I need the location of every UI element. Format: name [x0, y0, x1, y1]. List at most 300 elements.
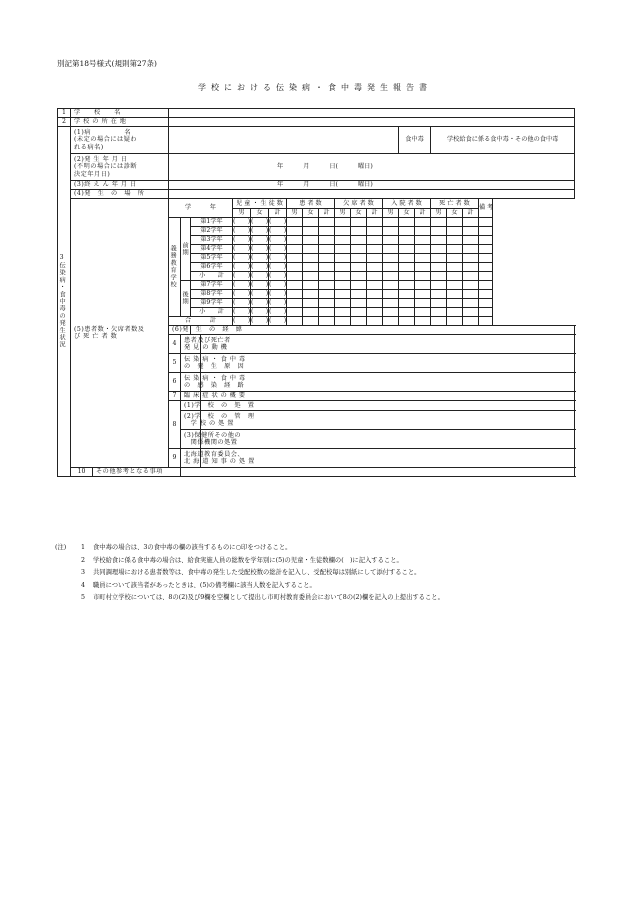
count-cell[interactable]	[319, 281, 335, 290]
school-name-label: 学 校 名	[71, 109, 169, 118]
student-count-cell[interactable]: ( )	[269, 281, 287, 289]
count-cell[interactable]	[287, 272, 303, 281]
route-label-line: の 感 染 経 路	[184, 382, 245, 389]
discovery-label-line: 発 見 の 動 機	[184, 344, 228, 351]
count-cell[interactable]	[383, 281, 399, 290]
count-cell[interactable]	[319, 317, 335, 326]
count-cell[interactable]	[287, 281, 303, 290]
count-cell[interactable]	[287, 218, 303, 227]
count-cell[interactable]	[431, 227, 447, 236]
remarks-cell[interactable]	[479, 236, 493, 245]
count-cell[interactable]	[335, 290, 351, 299]
student-count-cell[interactable]: ( )	[233, 272, 251, 280]
onset-label-line: (2)発 生 年 月 日	[74, 156, 128, 164]
count-cell[interactable]	[319, 236, 335, 245]
count-cell[interactable]	[335, 263, 351, 272]
student-count-cell[interactable]: ( )	[233, 227, 251, 235]
remarks-cell[interactable]	[479, 254, 493, 263]
count-cell[interactable]	[415, 236, 431, 245]
remarks-cell[interactable]	[479, 299, 493, 308]
count-cell[interactable]	[399, 281, 415, 290]
disease-label-line: れる病名)	[74, 143, 104, 151]
count-cell[interactable]	[447, 245, 463, 254]
count-cell[interactable]	[287, 263, 303, 272]
discovery-motive-field[interactable]	[201, 335, 575, 354]
count-cell[interactable]	[447, 281, 463, 290]
patients-header: 患 者 数	[287, 199, 335, 209]
count-cell[interactable]	[351, 227, 367, 236]
count-cell[interactable]	[399, 236, 415, 245]
student-count-cell[interactable]: ( )	[233, 281, 251, 289]
count-cell[interactable]	[399, 263, 415, 272]
patients-label-line: び 死 亡 者 数	[74, 333, 118, 340]
weekday-label: 曜日)	[357, 163, 373, 171]
count-cell[interactable]	[287, 317, 303, 326]
count-cell[interactable]	[287, 290, 303, 299]
row-number: 9	[169, 449, 181, 468]
count-cell[interactable]	[463, 245, 479, 254]
deaths-header: 死 亡 者 数	[431, 199, 479, 209]
student-count-cell[interactable]: ( )	[233, 299, 251, 307]
student-count-cell[interactable]: ( )	[269, 317, 287, 325]
count-cell[interactable]	[399, 254, 415, 263]
count-cell[interactable]	[335, 308, 351, 317]
discovery-motive-label	[181, 335, 231, 354]
grade-label: 第4学年	[191, 245, 233, 254]
count-cell[interactable]	[463, 317, 479, 326]
count-cell[interactable]	[431, 218, 447, 227]
count-cell[interactable]	[367, 227, 383, 236]
sub-header-female: 女	[447, 209, 463, 218]
student-count-cell[interactable]: ( )	[269, 218, 287, 226]
sub-header-male: 男	[233, 209, 251, 218]
count-cell[interactable]	[367, 218, 383, 227]
cause-field[interactable]	[201, 354, 575, 373]
student-count-cell[interactable]: ( )	[251, 227, 269, 235]
count-cell[interactable]	[463, 236, 479, 245]
document-title: 学校における伝染病・食中毒発生報告書	[198, 83, 432, 92]
disease-label-line: (1)病 名	[74, 129, 132, 137]
student-count-cell[interactable]: ( )	[233, 308, 251, 316]
count-cell[interactable]	[351, 308, 367, 317]
row-number: 7	[169, 392, 181, 401]
row-number: 10	[71, 468, 93, 477]
cause-label	[181, 354, 246, 373]
count-cell[interactable]	[383, 236, 399, 245]
patients-count-label	[71, 199, 169, 468]
count-cell[interactable]	[303, 218, 319, 227]
count-cell[interactable]	[463, 254, 479, 263]
remarks-cell[interactable]	[479, 317, 493, 326]
school-address-label: 学 校 の 所 在 地	[71, 118, 169, 127]
count-cell[interactable]	[319, 263, 335, 272]
student-count-cell[interactable]: ( )	[251, 290, 269, 298]
count-cell[interactable]	[463, 299, 479, 308]
onset-label-line: (不明の場合には診断	[74, 163, 138, 171]
student-count-cell[interactable]: ( )	[233, 245, 251, 253]
day-label: 日(	[329, 163, 338, 171]
sub-header-total: 計	[415, 209, 431, 218]
grade-label: 第7学年	[191, 281, 233, 290]
note-item	[55, 542, 585, 555]
count-cell[interactable]	[319, 254, 335, 263]
month-label: 月	[303, 163, 310, 171]
count-cell[interactable]	[335, 236, 351, 245]
infection-route-label	[181, 373, 246, 392]
count-cell[interactable]	[463, 308, 479, 317]
count-cell[interactable]	[399, 299, 415, 308]
count-cell[interactable]	[351, 245, 367, 254]
row-number: 4	[169, 335, 181, 354]
count-cell[interactable]	[383, 227, 399, 236]
count-cell[interactable]	[399, 245, 415, 254]
grade-header: 学 年	[169, 199, 233, 218]
month-label: 月	[303, 181, 310, 189]
count-cell[interactable]	[367, 272, 383, 281]
count-cell[interactable]	[303, 317, 319, 326]
count-cell[interactable]	[463, 281, 479, 290]
note-item	[55, 555, 585, 568]
count-cell[interactable]	[463, 218, 479, 227]
board-action-label	[181, 449, 255, 468]
count-cell[interactable]	[367, 281, 383, 290]
count-cell[interactable]	[287, 236, 303, 245]
count-cell[interactable]	[319, 245, 335, 254]
count-cell[interactable]	[383, 218, 399, 227]
infection-route-field[interactable]	[201, 373, 575, 392]
count-cell[interactable]	[367, 290, 383, 299]
count-cell[interactable]	[447, 236, 463, 245]
count-cell[interactable]	[335, 227, 351, 236]
onset-label-line: 決定年月日)	[74, 170, 111, 178]
grade-label: 第9学年	[191, 299, 233, 308]
onset-date-label	[71, 154, 169, 181]
note-text: 職員について該当者があったときは、(5)の備考欄に該当人数を記入すること。	[93, 581, 316, 589]
count-cell[interactable]	[335, 317, 351, 326]
grade-label: 第6学年	[191, 263, 233, 272]
count-cell[interactable]	[431, 236, 447, 245]
count-cell[interactable]	[415, 281, 431, 290]
count-cell[interactable]	[447, 299, 463, 308]
student-count-cell[interactable]: ( )	[269, 236, 287, 244]
count-cell[interactable]	[431, 245, 447, 254]
student-count-cell[interactable]: ( )	[251, 263, 269, 271]
sub-header-female: 女	[251, 209, 269, 218]
count-cell[interactable]	[287, 245, 303, 254]
count-cell[interactable]	[367, 317, 383, 326]
remarks-cell[interactable]	[479, 281, 493, 290]
student-count-cell[interactable]: ( )	[251, 218, 269, 226]
count-cell[interactable]	[303, 299, 319, 308]
school-name-field[interactable]	[169, 109, 575, 118]
count-cell[interactable]	[415, 254, 431, 263]
student-count-cell[interactable]: ( )	[269, 254, 287, 262]
student-count-cell[interactable]: ( )	[251, 272, 269, 280]
admin-label-line: (2)学 校 の 管 理	[184, 412, 255, 420]
count-cell[interactable]	[399, 290, 415, 299]
count-cell[interactable]	[447, 308, 463, 317]
student-count-cell[interactable]: ( )	[233, 254, 251, 262]
count-cell[interactable]	[351, 254, 367, 263]
count-cell[interactable]	[303, 263, 319, 272]
student-count-cell[interactable]: ( )	[269, 263, 287, 271]
board-label-line: 北海道教育委員会、	[184, 450, 245, 458]
count-cell[interactable]	[335, 272, 351, 281]
health-label-line: 関係機関の処置	[184, 439, 238, 446]
symptoms-field[interactable]	[201, 392, 575, 401]
student-count-cell[interactable]: ( )	[269, 245, 287, 253]
count-cell[interactable]	[303, 254, 319, 263]
student-count-cell[interactable]: ( )	[251, 317, 269, 325]
sub-header-total: 計	[463, 209, 479, 218]
remarks-cell[interactable]	[479, 218, 493, 227]
student-count-cell[interactable]: ( )	[269, 272, 287, 280]
count-cell[interactable]	[431, 317, 447, 326]
remarks-cell[interactable]	[479, 308, 493, 317]
count-cell[interactable]	[319, 272, 335, 281]
count-cell[interactable]	[431, 299, 447, 308]
note-item	[55, 567, 585, 580]
cause-label-line: の 発 生 原 因	[184, 363, 245, 370]
end-date-field[interactable]	[169, 181, 575, 190]
count-cell[interactable]	[447, 290, 463, 299]
count-cell[interactable]	[399, 317, 415, 326]
count-cell[interactable]	[351, 272, 367, 281]
other-matters-label: その他参考となる事項	[93, 468, 181, 477]
count-cell[interactable]	[351, 281, 367, 290]
remarks-cell[interactable]	[479, 290, 493, 299]
health-center-action-field[interactable]	[201, 430, 575, 449]
note-prefix: (注)	[55, 544, 67, 551]
student-count-cell[interactable]: ( )	[233, 263, 251, 271]
end-date-label: (3)終 え ん 年 月 日	[71, 181, 169, 190]
disease-name-label	[71, 127, 169, 154]
sub-header-female: 女	[399, 209, 415, 218]
count-cell[interactable]	[447, 227, 463, 236]
count-cell[interactable]	[415, 299, 431, 308]
remarks-cell[interactable]	[479, 263, 493, 272]
count-cell[interactable]	[383, 317, 399, 326]
report-table	[57, 108, 575, 477]
food-poisoning-type[interactable]: 学校給食に係る食中毒・その他の食中毒	[431, 127, 575, 154]
route-label-line: 伝 染 病 ・ 食 中 毒	[184, 374, 246, 382]
student-count-cell[interactable]: ( )	[251, 254, 269, 262]
count-cell[interactable]	[335, 281, 351, 290]
school-action-field[interactable]	[201, 401, 575, 411]
student-count-cell[interactable]: ( )	[251, 308, 269, 316]
count-cell[interactable]	[415, 290, 431, 299]
count-cell[interactable]	[351, 317, 367, 326]
count-cell[interactable]	[415, 218, 431, 227]
count-cell[interactable]	[447, 254, 463, 263]
count-cell[interactable]	[367, 254, 383, 263]
board-action-field[interactable]	[201, 449, 575, 468]
form-number: 別記第18号様式(規則第27条)	[57, 59, 157, 68]
sub-header-total: 計	[367, 209, 383, 218]
count-cell[interactable]	[463, 272, 479, 281]
row-number: 8	[169, 401, 181, 449]
student-count-cell[interactable]: ( )	[251, 281, 269, 289]
count-cell[interactable]	[351, 290, 367, 299]
sub-header-male: 男	[335, 209, 351, 218]
student-count-cell[interactable]: ( )	[251, 236, 269, 244]
count-cell[interactable]	[431, 263, 447, 272]
count-cell[interactable]	[463, 227, 479, 236]
count-cell[interactable]	[447, 317, 463, 326]
count-cell[interactable]	[431, 272, 447, 281]
note-number: 1	[81, 544, 86, 551]
count-cell[interactable]	[399, 227, 415, 236]
row-number: 2	[58, 118, 71, 127]
count-cell[interactable]	[287, 254, 303, 263]
grand-total-label: 合 計	[169, 317, 233, 326]
row-number: 3	[58, 254, 66, 263]
count-cell[interactable]	[303, 227, 319, 236]
remarks-cell[interactable]	[479, 227, 493, 236]
count-cell[interactable]	[399, 218, 415, 227]
onset-date-field[interactable]	[169, 154, 575, 181]
count-cell[interactable]	[447, 218, 463, 227]
student-count-cell[interactable]: ( )	[269, 308, 287, 316]
subtotal-label: 小 計	[191, 308, 233, 317]
student-count-cell[interactable]: ( )	[233, 317, 251, 325]
remarks-cell[interactable]	[479, 272, 493, 281]
second-period-label	[181, 281, 191, 317]
count-cell[interactable]	[335, 245, 351, 254]
count-cell[interactable]	[415, 227, 431, 236]
health-center-action-label	[181, 430, 242, 449]
school-admin-action-field[interactable]	[201, 411, 575, 430]
note-prefix	[55, 580, 81, 593]
count-cell[interactable]	[447, 263, 463, 272]
note-prefix	[55, 567, 81, 580]
count-cell[interactable]	[335, 254, 351, 263]
count-cell[interactable]	[319, 218, 335, 227]
disease-name-field[interactable]	[169, 127, 399, 154]
student-count-cell[interactable]: ( )	[251, 299, 269, 307]
student-count-cell[interactable]: ( )	[233, 290, 251, 298]
row-number: 1	[58, 109, 71, 118]
food-poisoning-box[interactable]: 食中毒	[399, 127, 431, 154]
note-text: 市町村立学校については、8の(2)及び9欄を空欄として提出し市町村教育委員会において8の(2)欄を記入の上提出すること。	[93, 594, 444, 601]
count-cell[interactable]	[303, 290, 319, 299]
count-cell[interactable]	[351, 263, 367, 272]
count-cell[interactable]	[319, 290, 335, 299]
school-address-field[interactable]	[169, 118, 575, 127]
count-cell[interactable]	[463, 290, 479, 299]
student-count-cell[interactable]: ( )	[233, 236, 251, 244]
note-item	[55, 580, 585, 593]
note-number: 2	[81, 556, 86, 564]
count-cell[interactable]	[447, 272, 463, 281]
count-cell[interactable]	[351, 299, 367, 308]
sub-header-male: 男	[383, 209, 399, 218]
count-cell[interactable]	[415, 308, 431, 317]
count-cell[interactable]	[335, 218, 351, 227]
occurrence-place-field[interactable]	[169, 190, 575, 199]
count-cell[interactable]	[415, 263, 431, 272]
count-cell[interactable]	[319, 299, 335, 308]
count-cell[interactable]	[287, 227, 303, 236]
count-cell[interactable]	[383, 290, 399, 299]
count-cell[interactable]	[383, 254, 399, 263]
remarks-cell[interactable]	[479, 245, 493, 254]
count-cell[interactable]	[463, 263, 479, 272]
count-cell[interactable]	[303, 236, 319, 245]
occurrence-status-label: 伝染病・食中毒の発生状況	[58, 262, 66, 349]
count-cell[interactable]	[351, 218, 367, 227]
student-count-cell[interactable]: ( )	[251, 245, 269, 253]
count-cell[interactable]	[287, 299, 303, 308]
count-cell[interactable]	[431, 281, 447, 290]
second-period-text: 後期	[181, 291, 189, 306]
note-item	[55, 592, 585, 605]
sub-header-female: 女	[351, 209, 367, 218]
hospital-header: 入 院 者 数	[383, 199, 431, 209]
count-cell[interactable]	[303, 272, 319, 281]
count-cell[interactable]	[415, 317, 431, 326]
count-cell[interactable]	[383, 272, 399, 281]
count-cell[interactable]	[383, 245, 399, 254]
count-cell[interactable]	[303, 281, 319, 290]
count-cell[interactable]	[319, 308, 335, 317]
year-label: 年	[277, 163, 284, 171]
note-prefix	[55, 555, 81, 568]
count-cell[interactable]	[415, 245, 431, 254]
count-cell[interactable]	[335, 299, 351, 308]
school-action-label: (1)学 校 の 処 置	[181, 401, 201, 411]
count-cell[interactable]	[303, 308, 319, 317]
count-cell[interactable]	[399, 308, 415, 317]
symptoms-label: 臨 床 症 状 の 概 要	[181, 392, 201, 401]
note-text: 食中毒の場合は、3の食中毒の欄の該当するものに○印をつけること。	[93, 544, 292, 551]
count-cell[interactable]	[383, 299, 399, 308]
grade-label: 第3学年	[191, 236, 233, 245]
count-cell[interactable]	[431, 308, 447, 317]
student-count-cell[interactable]: ( )	[269, 227, 287, 235]
note-text: 共同調理場における患者数等は、食中毒の発生した受配校数の総計を記入し、受配校毎は別紙にして添付すること。	[93, 569, 421, 576]
sub-header-male: 男	[287, 209, 303, 218]
count-cell[interactable]	[415, 272, 431, 281]
count-cell[interactable]	[431, 290, 447, 299]
subtotal-label: 小 計	[191, 272, 233, 281]
count-cell[interactable]	[367, 236, 383, 245]
note-number: 5	[81, 594, 86, 601]
health-label-line: (3)保健所その他の	[184, 431, 242, 439]
grade-label: 第2学年	[191, 227, 233, 236]
count-cell[interactable]	[399, 272, 415, 281]
student-count-cell[interactable]: ( )	[269, 299, 287, 307]
count-cell[interactable]	[367, 263, 383, 272]
count-cell[interactable]	[319, 227, 335, 236]
count-cell[interactable]	[383, 308, 399, 317]
other-matters-field[interactable]	[181, 468, 575, 477]
count-cell[interactable]	[367, 308, 383, 317]
student-count-cell[interactable]: ( )	[269, 290, 287, 298]
count-cell[interactable]	[367, 245, 383, 254]
count-cell[interactable]	[367, 299, 383, 308]
occurrence-place-label: (4)発 生 の 場 所	[71, 190, 169, 199]
count-cell[interactable]	[287, 308, 303, 317]
board-label-line: 北 海 道 知 事 の 処 置	[184, 458, 255, 465]
count-cell[interactable]	[431, 254, 447, 263]
occurrence-process-field[interactable]	[191, 326, 575, 335]
disease-label-line: (未定の場合には疑わ	[74, 136, 138, 144]
count-cell[interactable]	[303, 245, 319, 254]
count-cell[interactable]	[351, 236, 367, 245]
student-count-cell[interactable]: ( )	[233, 218, 251, 226]
count-cell[interactable]	[383, 263, 399, 272]
